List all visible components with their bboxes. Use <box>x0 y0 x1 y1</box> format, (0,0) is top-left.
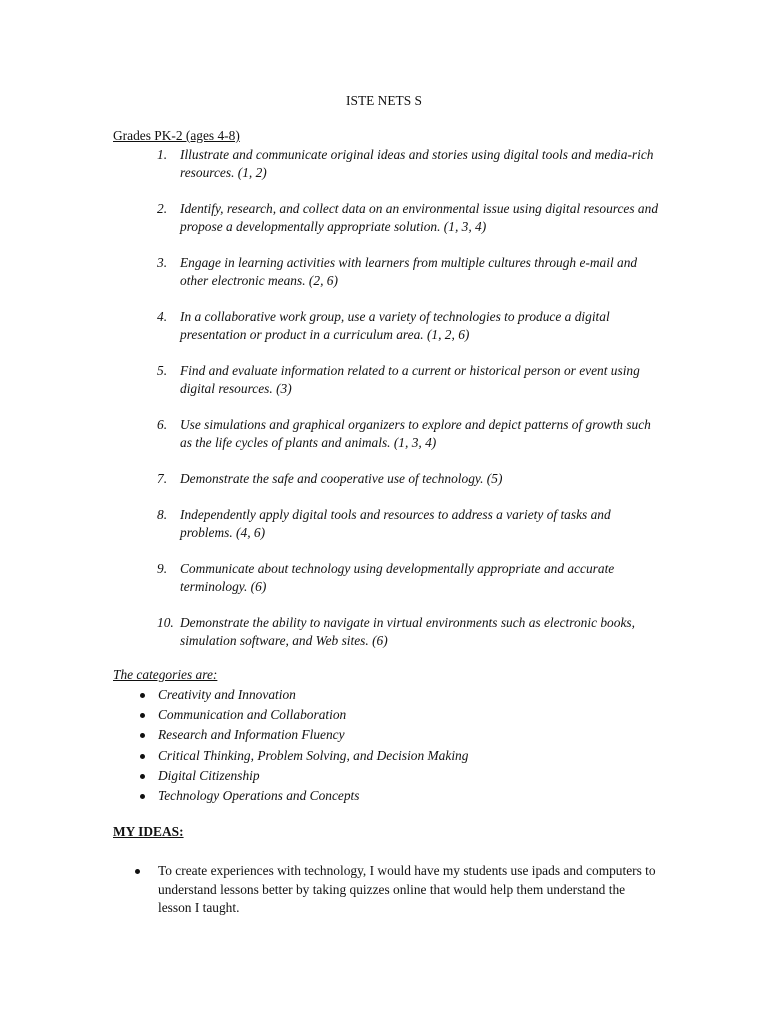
bullet-icon <box>140 713 145 718</box>
ideas-heading: MY IDEAS: <box>113 824 184 839</box>
category-item <box>113 686 673 706</box>
standard-item <box>113 416 673 452</box>
standard-number: 5. <box>157 363 168 378</box>
category-item <box>113 747 673 767</box>
idea-item <box>113 862 673 918</box>
standard-text: Demonstrate the safe and cooperative use of technology. (5) <box>180 471 503 486</box>
standard-text: In a collaborative work group, use a variety of technologies to produce a digital presentation or product in a curriculum area. (1, 2, 6) <box>180 309 610 342</box>
bullet-icon <box>140 794 145 799</box>
standard-number: 8. <box>157 507 168 522</box>
idea-text: To create experiences with technology, I would have my students use ipads and computers to understand lessons better by taking quizzes online that would help them understand the lesson I taught. <box>158 863 656 915</box>
standard-number: 10. <box>157 615 174 630</box>
category-text: Research and Information Fluency <box>158 727 345 743</box>
category-item <box>113 706 673 726</box>
bullet-icon <box>135 869 140 874</box>
standard-number: 7. <box>157 471 168 486</box>
ideas-list <box>113 862 673 918</box>
standard-number: 4. <box>157 309 168 324</box>
categories-heading: The categories are: <box>113 667 218 682</box>
bullet-icon <box>140 754 145 759</box>
document-title: ISTE NETS S <box>346 93 422 108</box>
standard-number: 9. <box>157 561 168 576</box>
category-item <box>113 767 673 787</box>
standard-item <box>113 146 673 182</box>
standard-text: Find and evaluate information related to a current or historical person or event using digital resources. (3) <box>180 363 640 396</box>
standard-number: 2. <box>157 201 168 216</box>
standard-number: 1. <box>157 147 168 162</box>
grades-heading: Grades PK-2 (ages 4-8) <box>113 128 240 143</box>
category-text: Creativity and Innovation <box>158 687 296 702</box>
standard-item <box>113 362 673 398</box>
bullet-icon <box>140 774 145 779</box>
category-item <box>113 726 673 746</box>
standard-text: Demonstrate the ability to navigate in virtual environments such as electronic books, simulation software, and Web sites. (6) <box>180 615 635 648</box>
standard-number: 3. <box>157 255 168 270</box>
categories-list <box>113 686 673 807</box>
standard-text: Use simulations and graphical organizers to explore and depict patterns of growth such as the life cycles of plants and animals. (1, 3, 4) <box>180 417 651 450</box>
standard-item <box>113 470 673 488</box>
category-item <box>113 787 673 807</box>
standard-text: Communicate about technology using developmentally appropriate and accurate terminology. (6) <box>180 561 615 594</box>
standard-item <box>113 254 673 290</box>
standard-text: Engage in learning activities with learners from multiple cultures through e-mail and other electronic means. (2, 6) <box>180 255 638 288</box>
standard-item <box>113 560 673 596</box>
standard-text: Independently apply digital tools and resources to address a variety of tasks and problems. (4, 6) <box>180 507 611 540</box>
standard-text: Illustrate and communicate original ideas and stories using digital tools and media-rich resources. (1, 2) <box>180 147 654 180</box>
standard-item <box>113 200 673 236</box>
standard-item <box>113 614 673 650</box>
standard-text: Identify, research, and collect data on an environmental issue using digital resources and propose a developmentally appropriate solution. (1, 3, 4) <box>180 201 659 234</box>
category-text: Critical Thinking, Problem Solving, and Decision Making <box>158 747 469 763</box>
standards-list <box>113 146 673 650</box>
category-text: Communication and Collaboration <box>158 707 347 723</box>
category-text: Digital Citizenship <box>158 767 260 783</box>
bullet-icon <box>140 693 145 698</box>
bullet-icon <box>140 733 145 738</box>
category-text: Technology Operations and Concepts <box>158 787 360 803</box>
standard-item <box>113 506 673 542</box>
standard-item <box>113 308 673 344</box>
standard-number: 6. <box>157 417 168 432</box>
